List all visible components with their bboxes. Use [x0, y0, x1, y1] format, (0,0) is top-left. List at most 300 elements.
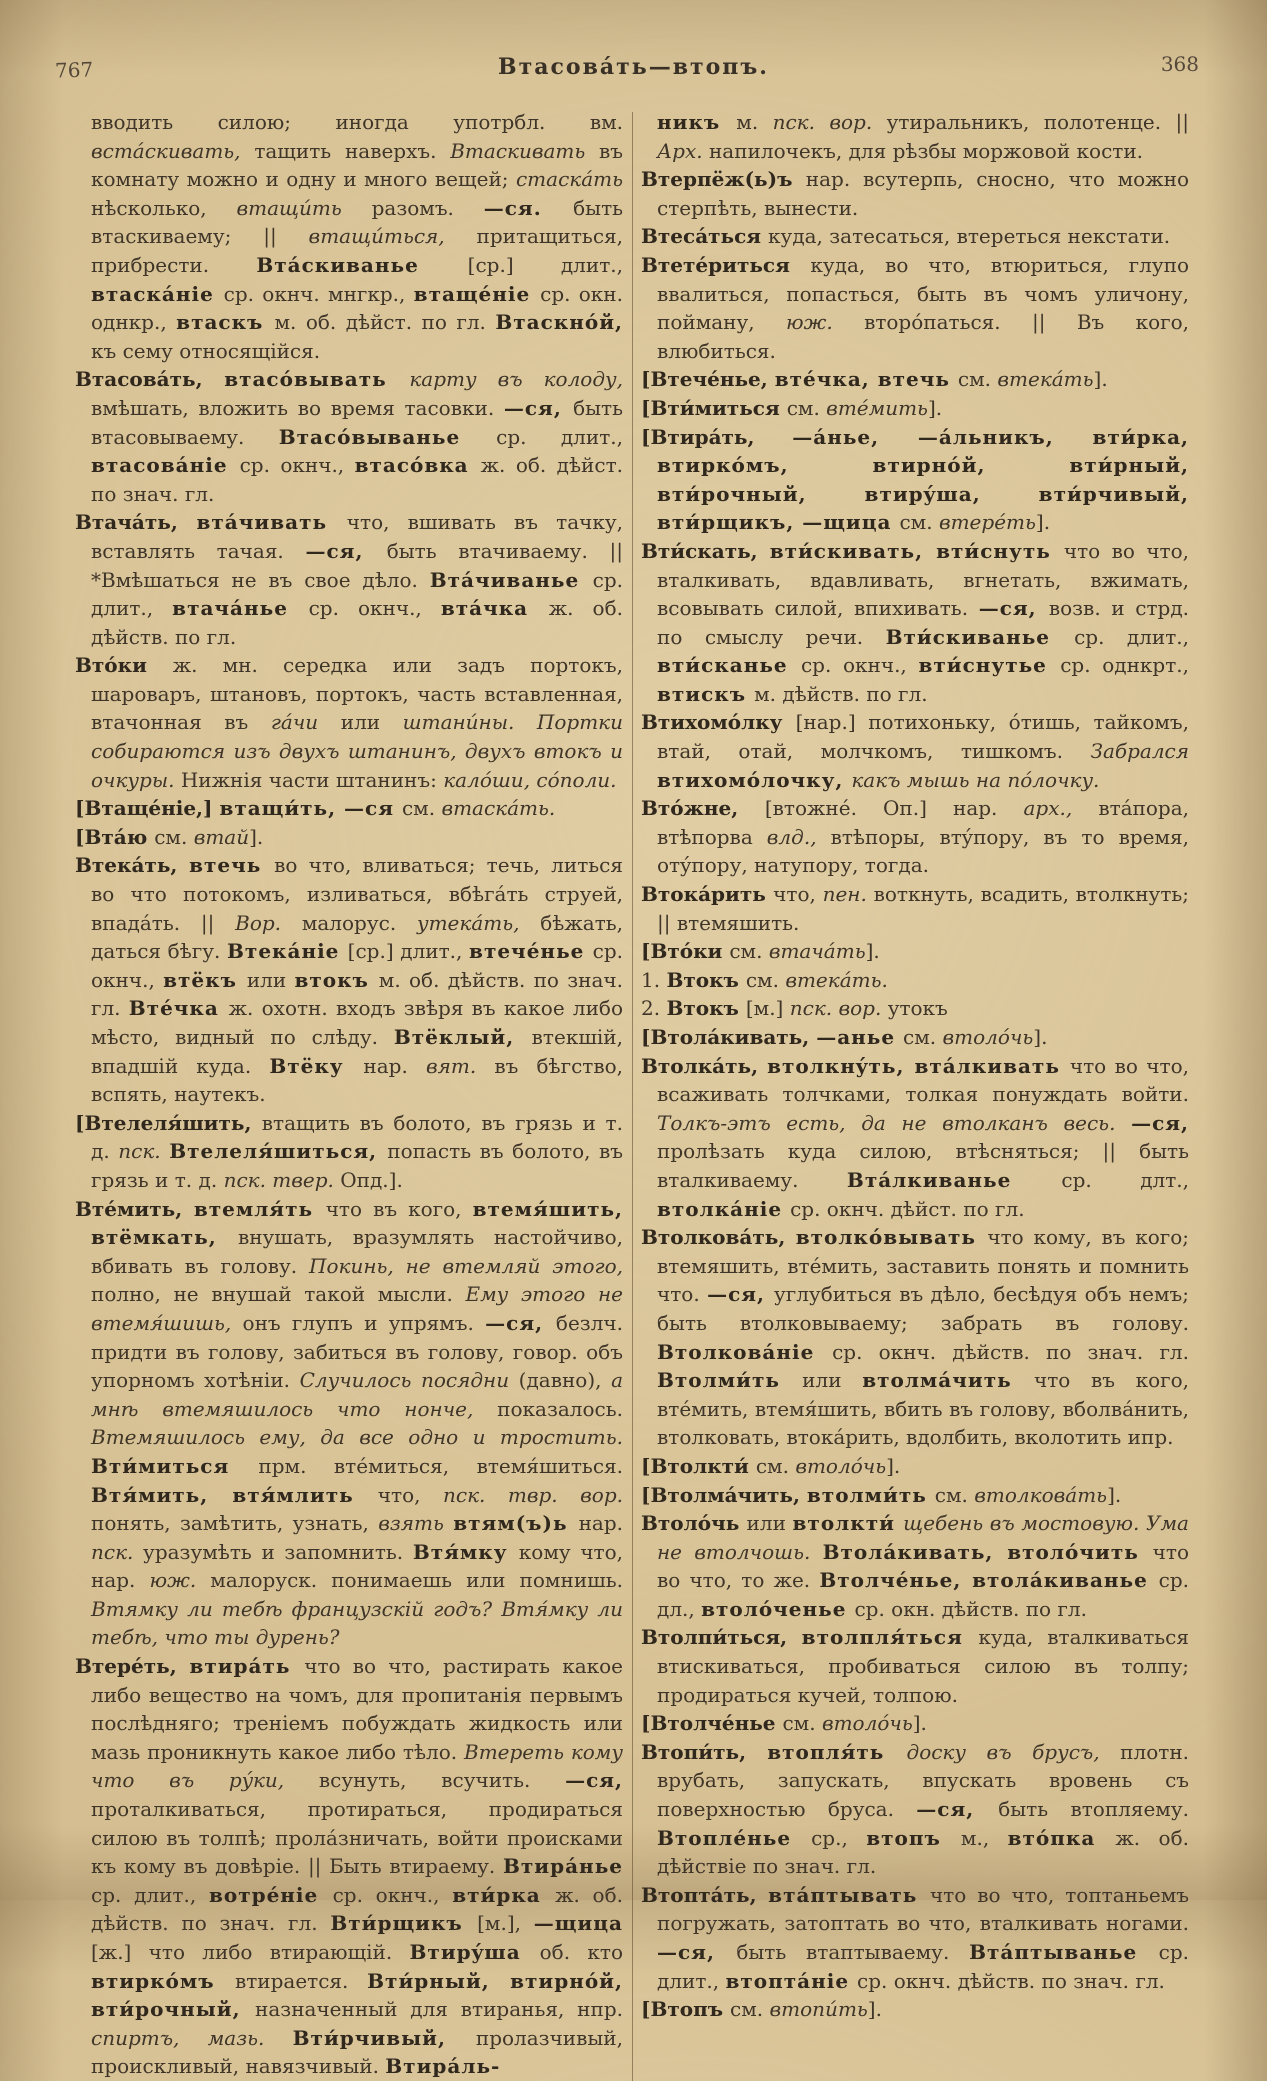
- example-text: втолковáть: [974, 1482, 1108, 1507]
- derived-word: Втирáль-: [385, 2054, 501, 2079]
- dictionary-entry: [641, 1881, 1189, 1995]
- derived-word: вти́сканье: [657, 653, 801, 678]
- dictionary-entry: [641, 994, 1189, 1023]
- dictionary-entry: [641, 1052, 1189, 1224]
- derived-word: —ся,: [565, 1768, 623, 1793]
- example-text: щебень въ мостовую. Ума не втолчошь.: [657, 1511, 1189, 1564]
- headword: Втихомóлку: [641, 710, 796, 735]
- derived-word: втолкти́: [792, 1511, 904, 1536]
- entry-text: ср. окнч. дѣйст. по гл.: [790, 1196, 1025, 1221]
- dictionary-entry: [641, 1452, 1189, 1481]
- entry-text: вмѣшать, вложить во время тасовки.: [91, 395, 504, 420]
- headword: Втесáться: [641, 224, 769, 249]
- entry-text: ].: [867, 1997, 882, 2022]
- example-text: арх.,: [1023, 796, 1099, 821]
- derived-word: Втелеля́шиться,: [169, 1139, 388, 1164]
- derived-word: втачáнье: [172, 596, 309, 621]
- entry-text: [ср.] длит.,: [467, 252, 623, 277]
- example-text: карту въ колоду,: [409, 367, 623, 392]
- headword: [Втирáть,: [641, 424, 793, 449]
- headword: Втоптáть,: [641, 1882, 769, 1907]
- headword: Втолóчь: [641, 1511, 747, 1536]
- example-text: Ему этого не втемя́шишь,: [91, 1282, 624, 1335]
- entry-text: ж. об. дѣйств. по гл.: [91, 596, 623, 649]
- entry-text: ср. дл.,: [657, 1568, 1189, 1621]
- headword: [Втелеля́шить,: [75, 1110, 262, 1135]
- entry-text: см.: [154, 824, 194, 849]
- entry-text: [нар.] потихоньку, óтишь, тайкомъ, втай, отай, молчкомъ, тишкомъ.: [657, 710, 1190, 764]
- entry-text: куда, затесаться, втереться некстати.: [768, 224, 1171, 249]
- example-text: спиртъ, мазь.: [91, 2025, 293, 2050]
- entry-text: ср. окнч.,: [332, 1882, 453, 1907]
- example-text: Забрался: [1090, 739, 1189, 764]
- example-text: Втямку ли тебѣ французскій годъ? Втя́мку ли тебѣ, что ты дурень?: [91, 1596, 623, 1650]
- dictionary-entry: [641, 394, 1189, 423]
- dictionary-entry: [641, 1738, 1189, 1881]
- entry-text: [м.]: [745, 996, 790, 1021]
- entry-text: утиральникъ, полотенце. ||: [886, 110, 1189, 134]
- headword: [Втолчéнье: [641, 1711, 783, 1736]
- headword: Втасовáть,: [75, 367, 225, 392]
- derived-word: вти́рка: [452, 1882, 556, 1907]
- running-title: Втасовáть—втопъ.: [498, 54, 769, 80]
- dictionary-entry: [75, 1195, 623, 1653]
- headword: Втóки: [75, 653, 173, 678]
- headword: Втерéть,: [75, 1654, 190, 1679]
- example-text: втопи́ть: [769, 1997, 868, 2022]
- dictionary-entry: [641, 423, 1189, 537]
- entry-text: [м.],: [477, 1911, 534, 1936]
- headword: Втолкáть,: [641, 1053, 768, 1078]
- dictionary-entry: [641, 1995, 1189, 2024]
- dictionary-entry: [641, 937, 1189, 966]
- dictionary-entry: [75, 794, 623, 823]
- derived-word: втокъ: [294, 967, 379, 992]
- derived-word: втоптáніе: [725, 1968, 858, 1993]
- derived-word: Втолáкивать, втолóчить: [822, 1539, 1153, 1564]
- derived-word: втолкнýть, втáлкивать: [767, 1053, 1070, 1078]
- derived-word: втащи́ть, —ся: [219, 796, 402, 821]
- entry-text: см.: [934, 1482, 975, 1507]
- dictionary-entry: [641, 966, 1189, 995]
- derived-word: вти́скивать, вти́снуть: [769, 538, 1064, 563]
- text-columns: [75, 108, 1195, 2081]
- entry-text: ср. окнч.,: [800, 653, 919, 678]
- example-text: гáчи: [270, 710, 341, 735]
- derived-word: Втáскиванье: [256, 252, 468, 277]
- entry-text: втáпора, втѣпорва: [657, 796, 1190, 849]
- derived-word: Втя́мку: [412, 1539, 519, 1564]
- entry-text: см.: [957, 367, 998, 392]
- entry-text: ж. охотн. входъ звѣря въ какое либо мѣсто, видный по слѣду.: [91, 996, 623, 1049]
- example-text: пск. вор.: [789, 996, 888, 1021]
- example-text: пск. твер.: [223, 1167, 341, 1192]
- derived-word: втемя́шить, втёмкать,: [91, 1196, 623, 1250]
- derived-word: Втоплéнье: [657, 1825, 812, 1850]
- entry-text: ср. длит.,: [657, 1940, 1189, 1993]
- derived-word: втолкáніе: [657, 1196, 791, 1221]
- entry-text: ж. мн. середка или задъ портокъ, шароваръ, штановъ, портокъ, часть вставленная, втачонная въ: [91, 653, 623, 735]
- entry-text: см.: [730, 1997, 770, 2022]
- entry-text: быть втасовываему.: [91, 395, 623, 449]
- derived-word: втасóвывать: [224, 367, 410, 392]
- entry-text: тащить наверхъ.: [254, 138, 451, 163]
- entry-text: ж. об. дѣйствіе по знач. гл.: [657, 1825, 1189, 1879]
- derived-word: втолмáчить: [862, 1368, 1034, 1393]
- entry-text: быть втачиваему. || *Вмѣшаться не въ свое дѣло.: [91, 538, 623, 592]
- example-text: утекáть,: [416, 910, 541, 935]
- example-text: втачáть: [768, 939, 866, 964]
- entry-text: втѣпоры, втýпору, въ то время, отýпору, натупору, тогда.: [657, 824, 1189, 878]
- entry-text: нар.: [363, 1053, 426, 1078]
- entry-text: что, вшивать въ тачку, вставлять тачая.: [91, 510, 623, 563]
- entry-text: ].: [1093, 367, 1108, 392]
- entry-text: ср. длит.,: [496, 424, 623, 449]
- derived-word: вти́снутье: [918, 653, 1061, 678]
- derived-word: Втёклый,: [393, 1025, 532, 1049]
- dictionary-entry: [641, 708, 1189, 794]
- entry-text: или: [340, 710, 403, 735]
- example-text: пск.: [91, 1539, 144, 1564]
- entry-text: ср. длит.,: [91, 567, 624, 621]
- example-text: пск. вор.: [772, 110, 887, 134]
- column-divider-rule: [632, 112, 633, 2081]
- derived-word: —ся,: [916, 1797, 999, 1822]
- entry-text: вторóпаться. || Въ кого, влюбиться.: [657, 310, 1190, 363]
- example-text: калóши, сóполи.: [443, 767, 617, 792]
- right-folio-number: 368: [1160, 52, 1199, 76]
- entry-text: ].: [927, 395, 943, 420]
- derived-word: втасовáніе: [91, 453, 240, 478]
- entry-text: ср. окнч.,: [91, 939, 623, 992]
- entry-text: (давно),: [518, 1368, 612, 1393]
- entry-continuation: [75, 108, 623, 365]
- headword: Втетéриться: [641, 252, 811, 277]
- entry-text: въ бѣгство, вспять, наутекъ.: [91, 1053, 623, 1107]
- entry-text: быть втаптываему.: [736, 1940, 970, 1964]
- entry-text: уразумѣть и запомнить.: [143, 1539, 413, 1564]
- entry-text: что въ кого,: [325, 1196, 473, 1221]
- example-text: Арх.: [657, 138, 709, 163]
- entry-text: ].: [1033, 1025, 1048, 1049]
- derived-word: никъ: [657, 110, 737, 134]
- example-text: Случилось посядни: [299, 1368, 519, 1393]
- dictionary-entry: [641, 794, 1189, 880]
- example-text: втéмить: [826, 395, 928, 420]
- derived-word: —анье: [816, 1025, 904, 1049]
- headword: Втокáрить: [641, 882, 774, 907]
- example-text: втащи́ть: [236, 195, 372, 220]
- dictionary-entry: [641, 1509, 1189, 1623]
- example-text: Втереть кому что въ рýки,: [91, 1739, 623, 1793]
- entry-text: что во что, топтаньемъ погружать, затоптать во что, вталкивать ногами.: [657, 1882, 1189, 1936]
- entry-text: см.: [899, 510, 939, 535]
- derived-word: —áнье, —áльникъ, вти́рка, втиркóмъ, втирнóй, вти́рный, вти́рочный, втирýша, вти́рчивый, вти́рщикъ, —щица: [657, 424, 1189, 535]
- derived-word: втопъ: [866, 1825, 961, 1850]
- entry-text: кому что, нар.: [91, 1539, 624, 1593]
- example-text: влд.,: [766, 824, 831, 849]
- entry-text: понять, замѣтить, узнать,: [91, 1511, 379, 1536]
- entry-continuation: [641, 108, 1189, 165]
- entry-text: что кому, въ кого; втемяшить, втéмить, заставить понять и помнить что.: [657, 1225, 1190, 1307]
- entry-text: онъ глупъ и упрямъ.: [242, 1310, 486, 1335]
- derived-word: Втасóвыванье: [278, 424, 497, 449]
- derived-word: вотрéніе: [208, 1882, 333, 1907]
- entry-text: ср. окнч.,: [308, 596, 441, 621]
- example-text: пск.: [118, 1139, 170, 1164]
- example-text: Толкъ-этъ есть, да не втолканъ весь.: [657, 1110, 1132, 1135]
- entry-text: нар. всутерпь, сносно, что можно стерпѣть, вынести.: [657, 167, 1189, 220]
- derived-word: втолóченье: [701, 1596, 855, 1621]
- entry-text: показалось.: [497, 1396, 623, 1421]
- entry-text: ].: [865, 939, 880, 964]
- entry-text: проталкиваться, протираться, продираться силою въ толпѣ; пролáзничать, войти происками къ кому въ довѣріе. || Быть втираему.: [91, 1797, 623, 1879]
- example-text: втекáть: [997, 367, 1094, 392]
- entry-text: ср. окн. однкр.,: [91, 281, 623, 335]
- entry-text: что во что, всаживать толчками, толкая понуждать войти.: [657, 1053, 1189, 1107]
- entry-text: быть втопляему.: [998, 1797, 1189, 1822]
- entry-text: см.: [755, 1453, 796, 1478]
- derived-word: Втолчéнье, втолáкиванье: [819, 1568, 1159, 1593]
- derived-word: втасóвка: [354, 453, 481, 478]
- entry-text: ж. об. дѣйст. по знач. гл.: [91, 453, 623, 506]
- entry-text: ср. длит.,: [91, 1882, 209, 1907]
- entry-text: втащить въ болото, въ грязь и т. д.: [91, 1110, 623, 1164]
- dictionary-entry: [75, 1109, 623, 1195]
- example-text: втолóчь: [821, 1711, 913, 1736]
- entry-text: ср. окнч. мнгкр.,: [223, 281, 414, 306]
- derived-word: Вти́скиванье: [885, 624, 1075, 649]
- entry-text: 2.: [641, 996, 667, 1021]
- derived-word: —щица: [533, 1911, 623, 1936]
- entry-text: попасть въ болото, въ грязь и т. д.: [91, 1139, 624, 1192]
- derived-word: —ся,: [978, 596, 1049, 621]
- derived-word: Втаскнóй,: [495, 310, 623, 335]
- dictionary-entry: [641, 1023, 1189, 1052]
- derived-word: втёкъ: [163, 967, 247, 992]
- derived-word: Втолми́ть: [657, 1368, 803, 1393]
- entry-text: малорус.: [301, 910, 417, 935]
- entry-text: притащиться, прибрести.: [91, 224, 623, 277]
- derived-word: Втёку: [269, 1053, 364, 1078]
- example-text: втаскáть.: [441, 796, 556, 821]
- derived-word: Вти́рщикъ: [330, 1911, 478, 1936]
- example-text: а мнѣ втемяшилось что нонче,: [91, 1368, 623, 1421]
- entry-text: ].: [886, 1453, 901, 1478]
- derived-word: Втáптыванье: [969, 1940, 1159, 1964]
- derived-word: втолми́ть: [806, 1482, 935, 1507]
- derived-word: —ся,: [305, 538, 387, 563]
- derived-word: втихомóлочку,: [657, 767, 852, 792]
- example-text: штани́ны. Портки собираются изъ двухъ штанинъ, двухъ втокъ и очкуры.: [91, 710, 623, 792]
- entry-text: см.: [745, 967, 786, 992]
- derived-word: втирáть: [189, 1654, 305, 1679]
- derived-word: —ся,: [707, 1282, 774, 1307]
- derived-word: втаскъ: [176, 310, 275, 335]
- example-text: Покинь, не втемляй этого,: [309, 1253, 623, 1278]
- dictionary-entry: [641, 222, 1189, 251]
- derived-word: Вти́рный, втирнóй, вти́рочный,: [91, 1968, 623, 2022]
- entry-text: ж. об. дѣйств. по знач. гл.: [91, 1882, 623, 1936]
- headword: Втолпи́ться,: [641, 1625, 802, 1650]
- derived-word: —ся,: [485, 1310, 556, 1335]
- entry-text: вводить силою; иногда употрбл. вм.: [91, 110, 623, 134]
- entry-text: [втожнé. Оп.] нар.: [764, 796, 1024, 821]
- entry-text: куда, вталкиваться втискиваться, пробиваться силою въ толпу; продираться кучей, толпою.: [657, 1625, 1189, 1707]
- entry-text: быть втаскиваему; ||: [91, 195, 624, 249]
- entry-text: [ж.] что либо втирающій.: [91, 1940, 410, 1964]
- entry-text: что,: [773, 882, 823, 907]
- entry-text: безлч. придти въ голову, забиться въ голову, говор. объ упорномъ хотѣніи.: [91, 1310, 623, 1393]
- headword: Втекáть,: [75, 853, 190, 878]
- entry-text: ].: [1107, 1482, 1122, 1507]
- derived-word: втáптывать: [768, 1882, 930, 1907]
- headword: [Втóки: [641, 939, 730, 964]
- entry-text: къ сему относящійся.: [91, 338, 321, 363]
- entry-text: куда, во что, втюриться, глупо ввалиться, попасться, быть въ чомъ уличону, пойману,: [657, 252, 1189, 335]
- headword: [Втолкти́: [641, 1453, 756, 1478]
- entry-text: внушать, вразумлять настойчиво, вбивать въ голову.: [91, 1225, 623, 1278]
- derived-word: Втя́мить, втя́млить: [91, 1482, 378, 1507]
- example-text: юж.: [786, 310, 865, 335]
- entry-text: ср. однкрт.,: [1060, 653, 1189, 678]
- derived-word: втечь: [189, 853, 275, 878]
- entry-text: нѣсколько,: [91, 195, 237, 220]
- entry-text: см.: [729, 939, 769, 964]
- derived-word: втечéнье: [469, 939, 593, 964]
- headword: [Втопъ: [641, 1997, 731, 2022]
- derived-word: Вти́миться: [91, 1453, 259, 1478]
- entry-text: что во что, вталкивать, вдавливать, вгнетать, вжимать, всовывать силой, впихивать.: [657, 538, 1190, 621]
- entry-text: воткнуть, всадить, втолкнуть; || втемяшить.: [657, 882, 1190, 935]
- example-text: втай: [193, 824, 250, 849]
- entry-text: бѣжать, даться бѣгу.: [91, 910, 623, 964]
- headword: Втокъ: [666, 967, 746, 992]
- example-text: втолóчь: [795, 1453, 887, 1478]
- entry-text: ср. окнч.,: [239, 453, 355, 478]
- entry-text: полно, не внушай такой мысли.: [91, 1282, 466, 1307]
- dictionary-entry: [641, 1481, 1189, 1510]
- entry-text: ср.,: [811, 1825, 867, 1850]
- entry-text: м.: [736, 110, 773, 134]
- example-text: Вор.: [235, 910, 302, 935]
- derived-word: втéчка, втечь: [774, 367, 958, 392]
- derived-word: втаскáніе: [91, 281, 224, 306]
- entry-text: м. об. дѣйст. по гл.: [274, 310, 496, 335]
- dictionary-entry: [641, 880, 1189, 937]
- entry-text: или: [802, 1368, 863, 1393]
- derived-word: —ся,: [1131, 1110, 1189, 1135]
- entry-text: ср. окнч. дѣйств. по знач. гл.: [832, 1339, 1189, 1364]
- example-text: встáскивать,: [91, 138, 255, 163]
- example-text: втащи́ться,: [308, 224, 477, 249]
- dictionary-entry: [641, 165, 1189, 222]
- headword: [Вти́миться: [641, 395, 787, 420]
- entry-text: м. об. дѣйств. по знач. гл.: [91, 967, 623, 1021]
- entry-text: углубиться въ дѣло, бесѣдуя объ немъ; быть втолковываему; забрать въ голову.: [657, 1282, 1189, 1335]
- entry-text: ].: [249, 824, 264, 849]
- example-text: втерéть: [938, 510, 1036, 535]
- derived-word: Втекáніе: [227, 939, 348, 964]
- dictionary-entry: [75, 851, 623, 1108]
- entry-text: малоруск. понимаешь или помнишь.: [210, 1568, 623, 1593]
- example-text: Втемяшилось ему, да все одно и тростить.: [91, 1425, 623, 1450]
- entry-text: ].: [912, 1711, 927, 1736]
- example-text: пен.: [822, 882, 874, 907]
- derived-word: Втирáнье: [502, 1854, 623, 1879]
- headword: [Втолмáчить,: [641, 1482, 807, 1507]
- entry-text: или: [746, 1511, 793, 1536]
- example-text: стаскáть: [515, 167, 623, 192]
- entry-text: пролѣзать куда силою, втѣсняться; || быть вталкиваему.: [657, 1139, 1189, 1192]
- dictionary-entry: [75, 365, 623, 508]
- headword: Втолковáть,: [641, 1225, 796, 1250]
- derived-word: втолпля́ться: [801, 1625, 979, 1650]
- example-text: взять: [378, 1511, 454, 1536]
- entry-text: [ср.] длит.,: [347, 939, 470, 964]
- derived-word: втолкóвывать: [795, 1225, 988, 1250]
- example-text: юж.: [149, 1568, 211, 1593]
- example-text: Втаскивать: [450, 138, 600, 163]
- headword: Втóжне,: [641, 796, 765, 821]
- entry-text: въ комнату можно и одну и много вещей;: [91, 138, 624, 192]
- derived-word: Втáлкиванье: [846, 1167, 1062, 1192]
- example-text: вят.: [425, 1053, 495, 1078]
- derived-word: втям(ъ)ь: [453, 1511, 579, 1536]
- derived-word: Втолковáніе: [657, 1339, 833, 1364]
- entry-text: во что, вливаться; течь, литься во что потокомъ, изливаться, вбѣгáть струей, впадáть. ||: [91, 853, 623, 935]
- derived-word: втиркóмъ: [91, 1968, 235, 1993]
- dictionary-entry: [75, 508, 623, 651]
- derived-word: —ся,: [657, 1940, 737, 1964]
- entry-text: напилочекъ, для рѣзбы моржовой кости.: [708, 138, 1144, 163]
- entry-text: утокъ: [887, 996, 948, 1021]
- derived-word: Вти́рчивый,: [292, 2025, 476, 2050]
- entry-text: 1.: [641, 967, 667, 992]
- entry-text: ].: [1035, 510, 1051, 535]
- derived-word: втемля́ть: [193, 1196, 326, 1221]
- entry-text: ср. длит.,: [1074, 624, 1190, 649]
- entry-text: что въ кого, втéмить, втемя́шить, вбить въ голову, вболвáнить, втолковать, втокáрить, вдолбить, вколотить ипр.: [657, 1368, 1190, 1450]
- entry-text: втекшій, впадшій куда.: [91, 1025, 623, 1078]
- entry-text: назначенный для втиранья, нпр.: [255, 1997, 623, 2022]
- headword: Втопи́ть,: [641, 1739, 768, 1764]
- entry-text: всунуть, всучить.: [318, 1768, 566, 1793]
- headword: Втокъ: [666, 996, 746, 1021]
- entry-text: прм. втéмиться, втемя́шиться.: [258, 1453, 623, 1478]
- entry-text: плотн. врубать, запускать, впускать вровень съ поверхностью бруса.: [657, 1739, 1189, 1822]
- dictionary-entry: [75, 1652, 623, 2081]
- entry-text: что,: [377, 1482, 443, 1507]
- dictionary-entry: [641, 537, 1189, 709]
- entry-text: см.: [401, 796, 442, 821]
- derived-word: втóпка: [1007, 1825, 1116, 1850]
- entry-text: нар.: [578, 1511, 623, 1536]
- derived-word: Втирýша: [409, 1940, 540, 1964]
- entry-text: Нижнія части штанинъ:: [180, 767, 444, 792]
- headword: Втéмить,: [75, 1196, 194, 1221]
- derived-word: Втáчиванье: [429, 567, 593, 592]
- dictionary-entry: [641, 251, 1189, 365]
- headword: Втерпёж(ь)ъ: [641, 167, 806, 192]
- left-folio-number: 767: [54, 57, 94, 83]
- entry-text: что во что, растирать какое либо вещество на чомъ, для пропитанія первымъ послѣдняго; треніемъ побуждать жидкость или мазь проникнуть какое либо тѣло.: [91, 1654, 624, 1764]
- entry-text: или: [246, 967, 295, 992]
- example-text: втолóчь: [942, 1025, 1034, 1049]
- derived-word: —ся,: [503, 395, 574, 420]
- entry-text: ср. окн. дѣйств. по гл.: [854, 1596, 1087, 1621]
- dictionary-entry: [75, 823, 623, 852]
